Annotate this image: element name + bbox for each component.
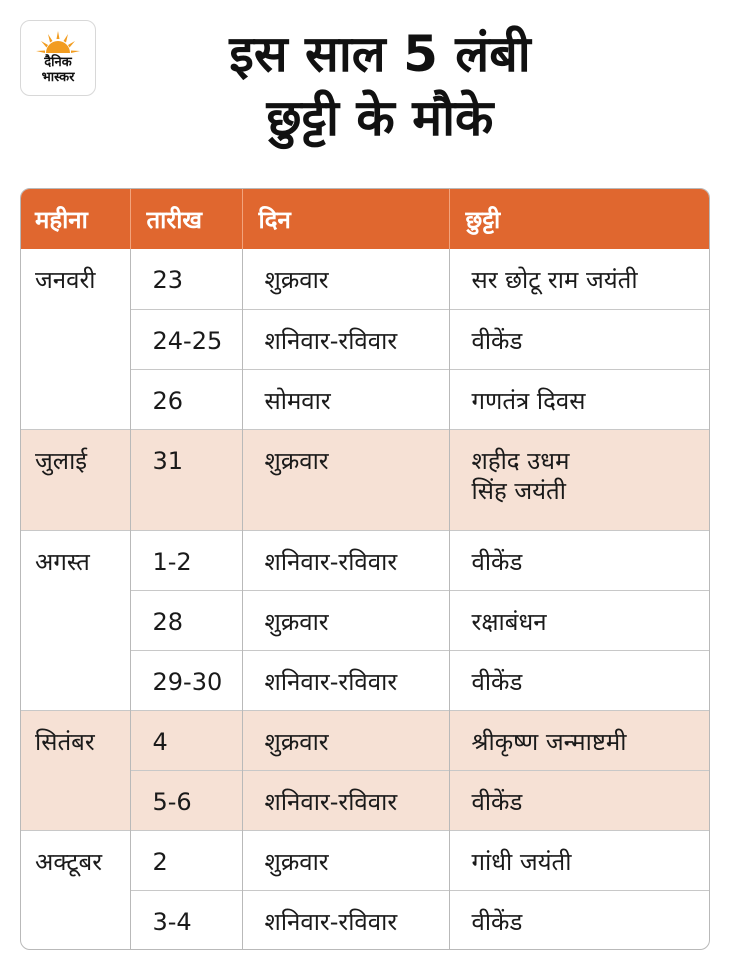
- date-cell: 31: [130, 429, 242, 530]
- day-cell: शुक्रवार: [242, 249, 449, 309]
- holiday-line: शहीद उधम: [471, 446, 570, 475]
- title-line-2: छुट्टी के मौके: [266, 89, 494, 147]
- month-cell: अक्टूबर: [21, 830, 130, 950]
- header-day: दिन: [242, 189, 449, 249]
- date-cell: 24-25: [130, 309, 242, 369]
- holiday-cell: श्रीकृष्ण जन्माष्टमी: [449, 710, 709, 770]
- month-cell: सितंबर: [21, 710, 130, 830]
- holiday-cell: सर छोटू राम जयंती: [471, 266, 638, 294]
- logo-text-bhaskar: भास्कर: [41, 70, 75, 85]
- holiday-cell: वीकेंड: [449, 890, 709, 950]
- holiday-cell: वीकेंड: [449, 770, 709, 830]
- header-holiday: छुट्टी: [449, 189, 709, 249]
- day-cell: शुक्रवार: [242, 429, 449, 530]
- table-row: [21, 530, 709, 590]
- table-header-row: [21, 189, 709, 249]
- holiday-line: सिंह जयंती: [471, 476, 566, 505]
- date-cell: 4: [130, 710, 242, 770]
- table-row: [21, 830, 709, 890]
- header-date: तारीख: [130, 189, 242, 249]
- date-cell: 29-30: [130, 650, 242, 710]
- date-cell: 28: [130, 590, 242, 650]
- day-cell: शुक्रवार: [242, 830, 449, 890]
- holiday-cell: वीकेंड: [449, 309, 709, 369]
- table-row: [21, 249, 709, 309]
- dainik-bhaskar-logo: [20, 20, 96, 96]
- holiday-cell: वीकेंड: [449, 530, 709, 590]
- holiday-cell: रक्षाबंधन: [449, 590, 709, 650]
- table-row: [21, 429, 709, 530]
- holiday-cell: गणतंत्र दिवस: [449, 369, 709, 429]
- date-cell: 2: [130, 830, 242, 890]
- day-cell: सोमवार: [242, 369, 449, 429]
- day-cell: शुक्रवार: [242, 590, 449, 650]
- holiday-table: [20, 188, 710, 950]
- month-cell: जुलाई: [21, 429, 130, 530]
- day-cell: शनिवार-रविवार: [242, 309, 449, 369]
- day-cell: शनिवार-रविवार: [242, 650, 449, 710]
- title-line-1: इस साल 5 लंबी: [229, 25, 531, 83]
- date-cell: 1-2: [130, 530, 242, 590]
- table-row: [21, 710, 709, 770]
- day-cell: शनिवार-रविवार: [242, 770, 449, 830]
- day-cell: शनिवार-रविवार: [242, 530, 449, 590]
- header-month: महीना: [21, 189, 130, 249]
- holiday-cell: गांधी जयंती: [449, 830, 709, 890]
- day-cell: शुक्रवार: [242, 710, 449, 770]
- date-cell: 26: [130, 369, 242, 429]
- date-cell: 3-4: [130, 890, 242, 950]
- month-cell: अगस्त: [21, 530, 130, 710]
- holiday-cell: [449, 429, 709, 530]
- logo-text-dainik: दैनिक: [44, 55, 72, 70]
- sun-icon: [36, 31, 80, 53]
- page-title: [130, 22, 630, 150]
- date-cell: 5-6: [130, 770, 242, 830]
- day-cell: शनिवार-रविवार: [242, 890, 449, 950]
- holiday-cell: वीकेंड: [449, 650, 709, 710]
- month-cell: जनवरी: [21, 249, 130, 429]
- date-cell: 23: [130, 249, 242, 309]
